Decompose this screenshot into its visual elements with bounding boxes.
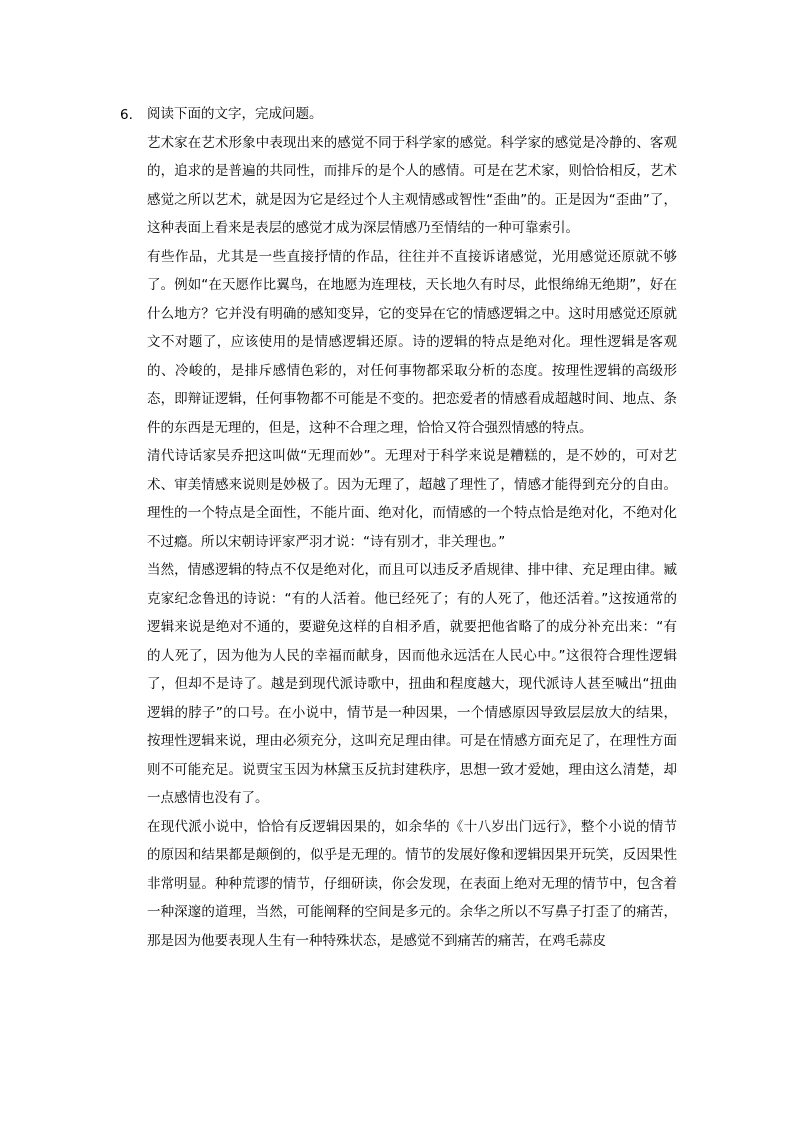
- paragraph-5: 在现代派小说中，恰恰有反逻辑因果的，如余华的《十八岁出门远行》，整个小说的情节的原因和结果都是颠倒的，似乎是无理的。情节的发展好像和逻辑因果开玩笑，反因果性非常明显。种种荒谬的情节，仔细研读，你会发现，在表面上绝对无理的情节中，包含着一种深邃的道理，当然，可能阐释的空间是多元的。余华之所以不写鼻子打歪了的痛苦，那是因为他要表现人生有一种特殊状态，是感觉不到痛苦的痛苦，在鸡毛蒜皮: [147, 818, 677, 949]
- paragraph-2: 有些作品，尤其是一些直接抒情的作品，往往并不直接诉诸感觉，光用感觉还原就不够了。例如“在天愿作比翼鸟，在地愿为连理枝，天长地久有时尽，此恨绵绵无绝期”，好在什么地方？它并没有明确的感知变异，它的变异在它的情感逻辑之中。这时用感觉还原就文不对题了，应该使用的是情感逻辑还原。诗的逻辑的特点是绝对化。理性逻辑是客观的、冷峻的，是排斥感情色彩的，对任何事物都采取分析的态度。按理性逻辑的高级形态，即辩证逻辑，任何事物都不可能是不变的。把恋爱者的情感看成超越时间、地点、条件的东西是无理的，但是，这种不合理之理，恰恰又符合强烈情感的特点。: [147, 248, 677, 436]
- paragraph-1: 艺术家在艺术形象中表现出来的感觉不同于科学家的感觉。科学家的感觉是冷静的、客观的，追求的是普遍的共同性，而排斥的是个人的感情。可是在艺术家，则恰恰相反，艺术感觉之所以艺术，就是因为它是经过个人主观情感或智性“歪曲”的。正是因为“歪曲”了，这种表面上看来是表层的感觉才成为深层情感乃至情结的一种可靠索引。: [147, 134, 677, 236]
- question-instruction: 阅读下面的文字，完成问题。: [147, 106, 323, 122]
- passage: [147, 100, 677, 955]
- paragraph-4: 当然，情感逻辑的特点不仅是绝对化，而且可以违反矛盾规律、排中律、充足理由律。臧克家纪念鲁迅的诗说：“有的人活着。他已经死了；有的人死了，他还活着。”这按通常的逻辑来说是绝对不通的，要避免这样的自相矛盾，就要把他省略了的成分补充出来：“有的人死了，因为他为人民的幸福而献身，因而他永远活在人民心中。”这很符合理性逻辑了，但却不是诗了。越是到现代派诗歌中，扭曲和程度越大，现代派诗人甚至喊出“扭曲逻辑的脖子”的口号。在小说中，情节是一种因果，一个情感原因导致层层放大的结果，按理性逻辑来说，理由必须充分，这叫充足理由律。可是在情感方面充足了，在理性方面则不可能充足。说贾宝玉因为林黛玉反抗封建秩序，思想一致才爱她，理由这么清楚，却一点感情也没有了。: [147, 562, 677, 806]
- question-number: 6.: [120, 107, 133, 123]
- paragraph-3: 清代诗话家吴乔把这叫做“无理而妙”。无理对于科学来说是糟糕的，是不妙的，可对艺术、审美情感来说则是妙极了。因为无理了，超越了理性了，情感才能得到充分的自由。理性的一个特点是全面性，不能片面、绝对化，而情感的一个特点恰是绝对化，不绝对化不过瘾。所以宋朝诗评家严羽才说：“诗有别才，非关理也。”: [147, 448, 677, 550]
